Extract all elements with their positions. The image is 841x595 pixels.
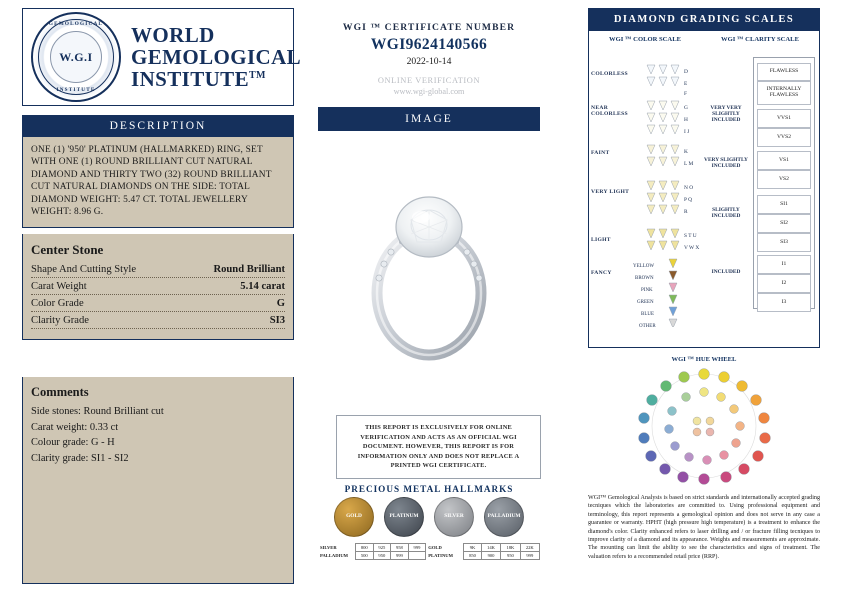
svg-text:BLUE: BLUE <box>641 312 655 317</box>
row-value: G <box>276 298 285 310</box>
silver-hallmark-coin: SILVER <box>434 497 474 537</box>
color-scale-diagram <box>589 47 701 327</box>
hallmark-cell: 999 <box>391 552 409 560</box>
comments-line: Clarity grade: SI1 - SI2 <box>31 452 129 464</box>
hallmark-row-label: SILVER <box>320 545 337 550</box>
clarity-grade-if: INTERNALLY FLAWLESS <box>757 81 811 105</box>
palladium-hallmark-coin: PALLADIUM <box>484 497 524 537</box>
hallmark-cell: 850 <box>464 552 482 560</box>
svg-text:P Q: P Q <box>684 197 693 203</box>
row-value: 5.14 carat <box>240 281 285 293</box>
color-scale <box>589 47 701 327</box>
hallmark-cell: 950 <box>501 552 520 560</box>
svg-text:E: E <box>684 81 688 87</box>
comments-panel <box>22 377 294 584</box>
wgi-logo-text <box>131 24 301 91</box>
grading-scales-header: DIAMOND GRADING SCALES <box>588 8 820 31</box>
website-url: www.wgi-global.com <box>393 87 465 96</box>
color-scale-title: WGI ™ COLOR SCALE <box>609 36 681 43</box>
svg-text:L M: L M <box>684 161 694 167</box>
svg-text:G: G <box>684 105 688 111</box>
gold-hallmark-coin: GOLD <box>334 497 374 537</box>
hallmark-cell: 958 <box>391 544 409 552</box>
clarity-grade-flawless: FLAWLESS <box>757 63 811 81</box>
grading-scales-panel <box>588 31 820 348</box>
logo-line-1: WORLD <box>131 22 215 47</box>
comments-title: Comments <box>31 385 89 399</box>
svg-text:D: D <box>684 69 688 75</box>
logo-line-2: GEMOLOGICAL <box>131 44 302 69</box>
svg-text:BROWN: BROWN <box>635 276 654 281</box>
ring-illustration-svg <box>329 168 529 383</box>
center-stone-title: Center Stone <box>31 242 104 258</box>
center-stone-row <box>31 278 285 295</box>
logo-tm: TM <box>248 70 266 82</box>
clarity-group-vs: VERY SLIGHTLY INCLUDED <box>704 157 748 170</box>
seal-monogram: W.G.I <box>59 49 93 64</box>
hallmark-row-label: PLATINUM <box>428 553 453 558</box>
hallmark-cell: 22K <box>520 544 539 552</box>
description-header: DESCRIPTION <box>22 115 294 137</box>
color-group-label: COLORLESS <box>591 71 628 77</box>
clarity-grade-vvs1: VVS1 <box>757 109 811 128</box>
color-group-label: LIGHT <box>591 237 611 243</box>
hallmark-cell: 18K <box>501 544 520 552</box>
hallmark-coins <box>318 497 540 537</box>
svg-text:S T U: S T U <box>684 233 697 239</box>
svg-text:YELLOW: YELLOW <box>633 264 655 269</box>
wgi-logo-block <box>22 8 302 106</box>
platinum-hallmark-coin: PLATINUM <box>384 497 424 537</box>
comments-line: Colour grade: G - H <box>31 437 115 449</box>
clarity-grade-si1: SI1 <box>757 195 811 214</box>
row-label: Shape And Cutting Style <box>31 264 137 276</box>
comments-line: Carat weight: 0.33 ct <box>31 421 119 433</box>
color-group-label: VERY LIGHT <box>591 189 630 195</box>
hallmark-table <box>318 543 540 560</box>
hallmark-cell: 9K <box>464 544 482 552</box>
svg-text:PINK: PINK <box>641 288 653 293</box>
row-label: Clarity Grade <box>31 315 89 327</box>
svg-text:GREEN: GREEN <box>637 300 654 305</box>
clarity-group-included: INCLUDED <box>711 269 741 275</box>
row-value: SI3 <box>269 315 285 327</box>
online-verification-label: ONLINE VERIFICATION <box>377 76 481 85</box>
clarity-grade-i1: I1 <box>757 255 811 274</box>
description-text: ONE (1) '950' PLATINUM (HALLMARKED) RING, SET WITH ONE (1) ROUND BRILLIANT CUT NATURAL DIAMOND AND THIRTY TWO (32) ROUND BRILLIANT CUT NATURAL DIAMONDS ON THE SIDE: TOTAL DIAMOND WEIGHT: 5.47 CT. TOTAL JEWELLERY WEIGHT: 8.96 G. <box>22 137 294 228</box>
clarity-group-vvs: VERY VERY SLIGHTLY INCLUDED <box>710 105 742 124</box>
middle-column <box>318 22 540 131</box>
wgi-seal-icon <box>31 12 121 102</box>
svg-text:F: F <box>684 91 687 97</box>
center-stone-row <box>31 312 285 329</box>
hallmark-cell: 900 <box>481 552 500 560</box>
table-row <box>318 552 540 560</box>
center-stone-row <box>31 261 285 278</box>
hue-wheel-diagram <box>588 366 820 486</box>
report-disclaimer: THIS REPORT IS EXCLUSIVELY FOR ONLINE VERIFICATION AND ACTS AS AN OFFICIAL WGI DOCUMENT. HOWEVER, THIS REPORT IS FOR INFORMATION ONLY AND DOES NOT REPLACE A PRINTED WGI CERTIFICATE. <box>336 415 541 479</box>
clarity-grade-vvs2: VVS2 <box>757 128 811 147</box>
hue-wheel-title: WGI ™ HUE WHEEL <box>671 356 737 363</box>
certificate-number: WGI9624140566 <box>370 36 488 53</box>
hallmark-cell <box>408 552 426 560</box>
hue-wheel-svg <box>588 366 820 486</box>
center-stone-panel <box>22 234 294 340</box>
hallmarks-title: PRECIOUS METAL HALLMARKS <box>344 484 514 494</box>
clarity-grade-i3: I3 <box>757 293 811 312</box>
hallmark-row-label: GOLD <box>428 545 442 550</box>
clarity-grade-vs2: VS2 <box>757 170 811 189</box>
clarity-grade-si2: SI2 <box>757 214 811 233</box>
clarity-grade-si3: SI3 <box>757 233 811 252</box>
svg-text:N O: N O <box>684 185 694 191</box>
hallmark-cell: 925 <box>373 544 391 552</box>
footer-disclaimer: WGI™ Gemological Analysis is based on strict standards and internationally accepted grading tecniques which the laboratories are committed to. Using professional equipment and terminology, this report represents a gemological opinion and does not serve in any case a guarantee or warranty. HPHT (high pressure high temperature) is a treatment to enhance the diamond's color. Clarity enhanced refers to laser drilling and / or fracture filling tecniques to improve clarity of a diamond and its appearance. Weights and measurements are approximate. The mounting can limit the ability to see the characteristics and signs of treatment. The valuation refers to a recommended retail price (RRP). <box>588 494 820 560</box>
hallmark-cell: 950 <box>373 552 391 560</box>
svg-text:V W X: V W X <box>684 245 700 251</box>
table-row <box>318 544 540 552</box>
ring-photo <box>318 168 540 388</box>
hallmarks-section <box>318 497 540 582</box>
row-label: Carat Weight <box>31 281 87 293</box>
certificate-date: 2022-10-14 <box>406 56 452 67</box>
hallmark-cell: 800 <box>356 544 374 552</box>
svg-text:K: K <box>684 149 688 155</box>
clarity-scale-title: WGI ™ CLARITY SCALE <box>721 36 799 43</box>
hallmark-cell: 500 <box>356 552 374 560</box>
fancy-label: FANCY <box>591 270 612 276</box>
seal-arc-bottom-label: INSTITUTE <box>56 87 96 93</box>
comments-line: Side stones: Round Brilliant cut <box>31 406 164 417</box>
row-label: Color Grade <box>31 298 84 310</box>
color-group-label: FAINT <box>591 150 610 156</box>
clarity-grade-vs1: VS1 <box>757 151 811 170</box>
svg-text:R: R <box>684 209 688 215</box>
right-column <box>588 8 820 586</box>
hallmark-row-label: PALLADIUM <box>320 553 348 558</box>
svg-text:OTHER: OTHER <box>639 324 656 327</box>
row-value: Round Brilliant <box>213 264 285 276</box>
clarity-scale <box>701 47 819 327</box>
svg-text:H: H <box>684 117 688 123</box>
hallmark-cell: 14K <box>481 544 500 552</box>
center-stone-row <box>31 295 285 312</box>
clarity-grade-i2: I2 <box>757 274 811 293</box>
certificate-number-label: WGI ™ CERTIFICATE NUMBER <box>342 22 516 33</box>
image-section-header: IMAGE <box>318 107 540 131</box>
clarity-group-si: SLIGHTLY INCLUDED <box>711 207 741 220</box>
seal-arc-top-label: GEMOLOGICAL <box>48 21 104 27</box>
svg-text:I J: I J <box>684 129 690 135</box>
left-column <box>22 8 302 586</box>
logo-line-3: INSTITUTE™ <box>131 67 266 92</box>
hallmark-cell: 999 <box>520 552 539 560</box>
color-group-label: NEAR COLORLESS <box>591 105 628 117</box>
hallmark-cell: 999 <box>408 544 426 552</box>
